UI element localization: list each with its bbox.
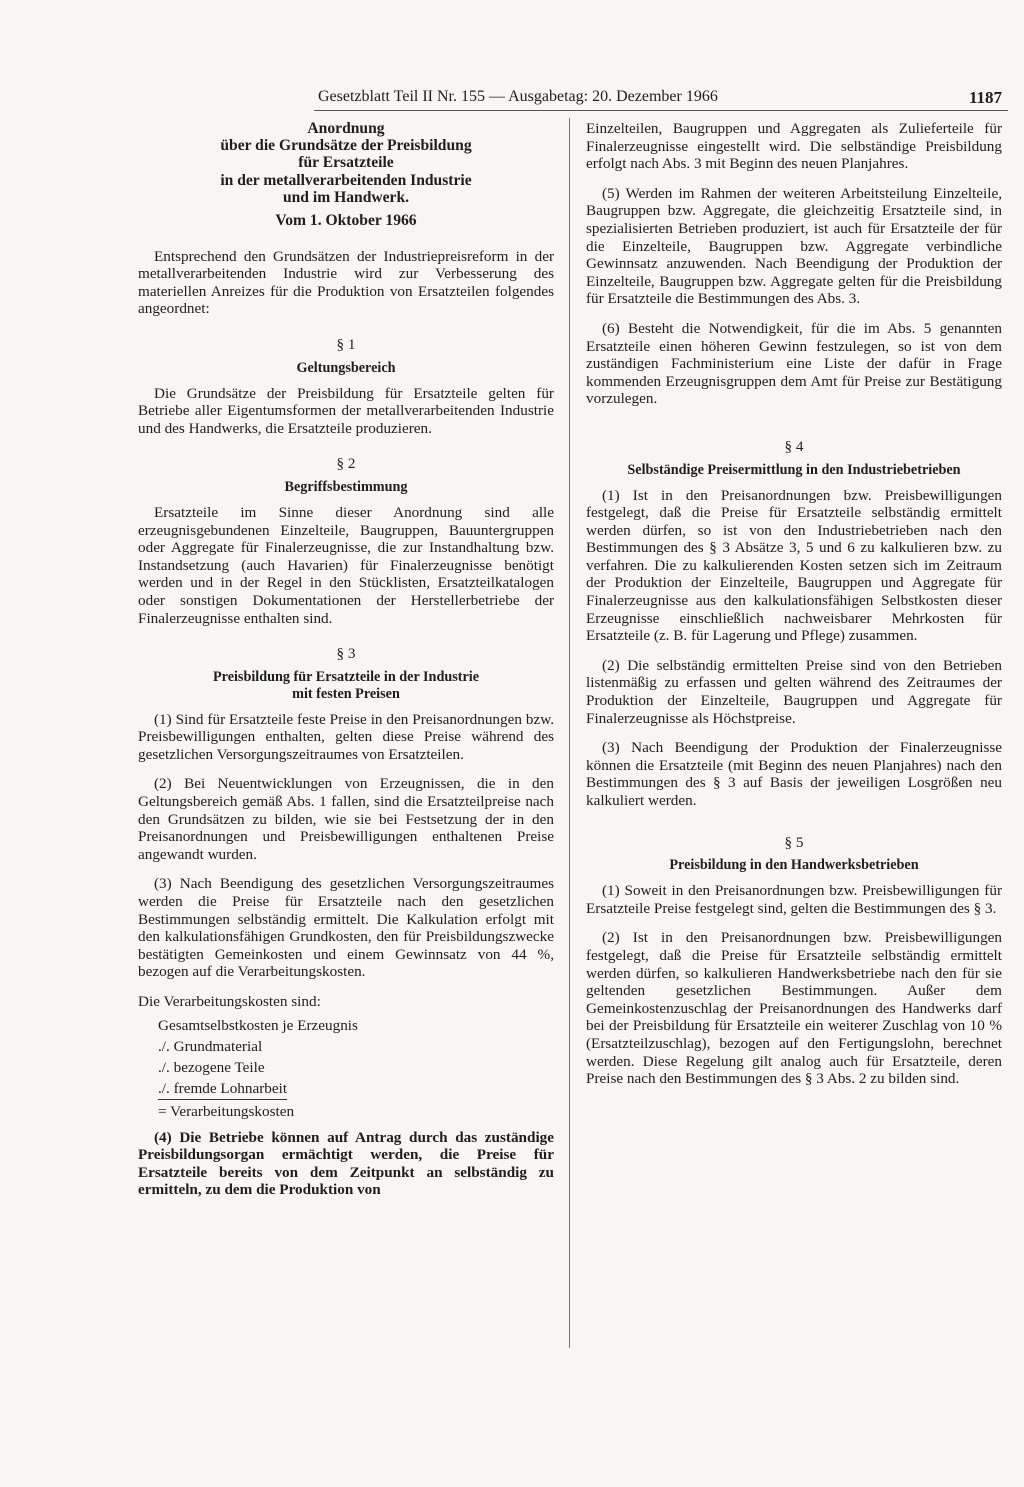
section-3-paragraph-4-continued: Einzelteilen, Baugruppen und Aggregaten als Zulieferteile für Finalerzeugnisse eingestellt wird. Die selbständige Preisbildung erfolgt nach Abs. 3 mit Beginn des neuen Planjahres. (586, 120, 1002, 173)
section-1-paragraph: Die Grundsätze der Preisbildung für Ersatzteile gelten für Betriebe aller Eigentumsformen der metallverarbeitenden Industrie und des Handwerks, die Ersatzteile produzieren. (138, 384, 554, 437)
calc-line: ./. fremde Lohnarbeit (158, 1078, 287, 1100)
document-title: Anordnung über die Grundsätze der Preisbildung für Ersatzteile in der metallverarbeitenden Industrie und im Handwerk. (220, 120, 472, 206)
section-3-paragraph-3: (3) Nach Beendigung des gesetzlichen Versorgungszeitraumes werden die Preise für Ersatzteile nach den gesetzlichen Bestimmungen selbständig ermittelt. Die Kalkulation erfolgt mit den kalkulationsfähigen Grundkosten, den für Preisbildungszwecke bestätigten Gemeinkosten und einem Gewinnsatz von 44 %, bezogen auf die Verarbeitungskosten. (138, 875, 554, 981)
section-2-title: Begriffsbestimmung (284, 478, 408, 495)
header-rule (314, 110, 1008, 111)
calc-line: ./. Grundmaterial (158, 1037, 263, 1055)
section-1-number: § 1 (336, 335, 356, 353)
section-4-paragraph-3: (3) Nach Beendigung der Produktion der Finalerzeugnisse können die Ersatzteile (mit Beginn des neuen Planjahres) nach den Bestimmungen des § 3 auf Basis der jeweiligen Losgrößen neu kalkuliert werden. (586, 739, 1002, 809)
column-divider (569, 118, 570, 1348)
section-4-paragraph-2: (2) Die selbständig ermittelten Preise sind von den Betrieben listenmäßig zu erfassen und gelten während des Zeitraumes der Produktion der Einzelteile, Baugruppen und Aggregate für Finalerzeugnisse als Höchstpreise. (586, 656, 1002, 727)
section-4-title: Selbständige Preisermittlung in den Industriebetrieben (627, 461, 961, 478)
section-3-paragraph-5: (5) Werden im Rahmen der weiteren Arbeitsteilung Einzelteile, Baugruppen bzw. Aggregate, die gleichzeitig Ersatzteile sind, in spezialisierten Betrieben produziert, ist auch für Ersatzteile der für die Einzelteile, Baugruppen bzw. Aggregate verbindliche Gewinnsatz anzuwenden. Nach Beendigung der Produktion der Einzelteile, Baugruppen bzw. Aggregate gelten für die Preisbildung für Ersatzteile die Bestimmungen des Abs. 3. (586, 184, 1002, 308)
calc-result: = Verarbeitungskosten (158, 1102, 295, 1120)
section-3-paragraph-2: (2) Bei Neuentwicklungen von Erzeugnissen, die in den Geltungsbereich gemäß Abs. 1 fallen, sind die Ersatzteilpreise nach den Grundsätzen zu bilden, wie sie bei Festsetzung der in den Preisanordnungen und Preisbewilligungen enthaltenen Preise angewandt wurden. (138, 775, 554, 863)
calc-line: ./. bezogene Teile (158, 1058, 265, 1076)
section-3-paragraph-6: (6) Besteht die Notwendigkeit, für die im Abs. 5 genannten Ersatzteile einen höheren Gewinn festzulegen, so ist von dem zuständigen Fachministerium eine Liste der dafür in Frage kommenden Erzeugnisgruppen dem Amt für Preise zur Bestätigung vorzulegen. (586, 319, 1002, 408)
section-3-title: Preisbildung für Ersatzteile in der Industrie mit festen Preisen (212, 668, 480, 702)
document-date: Vom 1. Oktober 1966 (275, 212, 417, 230)
page-number: 1187 (968, 88, 1002, 107)
calc-line: Gesamtselbstkosten je Erzeugnis (158, 1016, 358, 1034)
section-5-title: Preisbildung in den Handwerksbetrieben (669, 857, 919, 874)
section-3-number: § 3 (336, 645, 356, 663)
section-2-paragraph: Ersatzteile im Sinne dieser Anordnung sind alle erzeugnisgebundenen Einzelteile, Baugruppen, Bauuntergruppen oder Aggregate für Finalerzeugnisse, die zur Instandhaltung bzw. Instandsetzung (auch Havarien) für Finalerzeugnisse benötigt werden und in der Regel in den Stücklisten, Ersatzteilkatalogen oder sonstigen Dokumentationen der Herstellerbetriebe der Finalerzeugnisse enthalten sind. (138, 503, 554, 627)
calc-intro: Die Verarbeitungskosten sind: (138, 993, 321, 1011)
right-column (586, 120, 1002, 1100)
left-column (138, 120, 554, 1211)
section-3-paragraph-4: (4) Die Betriebe können auf Antrag durch das zuständige Preisbildungsorgan ermächtigt werden, die Preise für Ersatzteile bereits von dem Zeitpunkt an selbständig zu ermitteln, zu dem die Produktion von (138, 1128, 554, 1199)
section-4-number: § 4 (784, 437, 804, 455)
section-2-number: § 2 (336, 455, 356, 473)
section-5-paragraph-2: (2) Ist in den Preisanordnungen bzw. Preisbewilligungen festgelegt, daß die Preise für Ersatzteile selbständig ermittelt werden dürfen, so kalkulieren Handwerksbetriebe nach den für sie geltenden gesetzlichen Bestimmungen. Außer dem Gemeinkostenzuschlag der Preisanordnungen des Handwerks darf bei der Preisbildung für Ersatzteile ein weiterer Zuschlag von 10 % (Ersatzteilzuschlag), bezogen auf den Fertigungslohn, berechnet werden. Diese Regelung gilt analog auch für Ersatzteile, deren Preise nach den Bestimmungen des § 3 Abs. 2 zu bilden sind. (586, 929, 1002, 1088)
section-5-number: § 5 (784, 833, 804, 851)
section-3-paragraph-1: (1) Sind für Ersatzteile feste Preise in den Preisanordnungen bzw. Preisbewilligungen enthalten, gelten diese Preise während des gesetzlichen Versorgungszeitraumes von Ersatzteilen. (138, 710, 554, 763)
section-5-paragraph-1: (1) Soweit in den Preisanordnungen bzw. Preisbewilligungen für Ersatzteile Preise festgelegt sind, gelten die Bestimmungen des § 3. (586, 882, 1002, 917)
header-title: Gesetzblatt Teil II Nr. 155 — Ausgabetag: 20. Dezember 1966 (318, 88, 718, 105)
section-1-title: Geltungsbereich (296, 359, 396, 376)
preamble: Entsprechend den Grundsätzen der Industriepreisreform in der metallverarbeitenden Industrie wird zur Verbesserung des materiellen Anreizes für die Produktion von Ersatzteilen folgendes angeordnet: (138, 247, 554, 318)
calculation-list (158, 1015, 358, 1123)
section-4-paragraph-1: (1) Ist in den Preisanordnungen bzw. Preisbewilligungen festgelegt, daß die Preise für Ersatzteile selbständig ermittelt werden dürfen, so ist von den Industriebetrieben nach den Bestimmungen des § 3 Absätze 3, 5 und 6 zu kalkulieren bzw. zu verfahren. Die zu kalkulierenden Kosten setzen sich im Zeitraum der Produktion der Einzelteile, Baugruppen und Aggregate für Finalerzeugnisse aus den kalkulationsfähigen Selbstkosten dieser Erzeugnisse einschließlich nachweisbarer Mehrkosten für Ersatzteile (z. B. für Lagerung und Pflege) zusammen. (586, 486, 1002, 645)
page-header (318, 88, 1008, 110)
